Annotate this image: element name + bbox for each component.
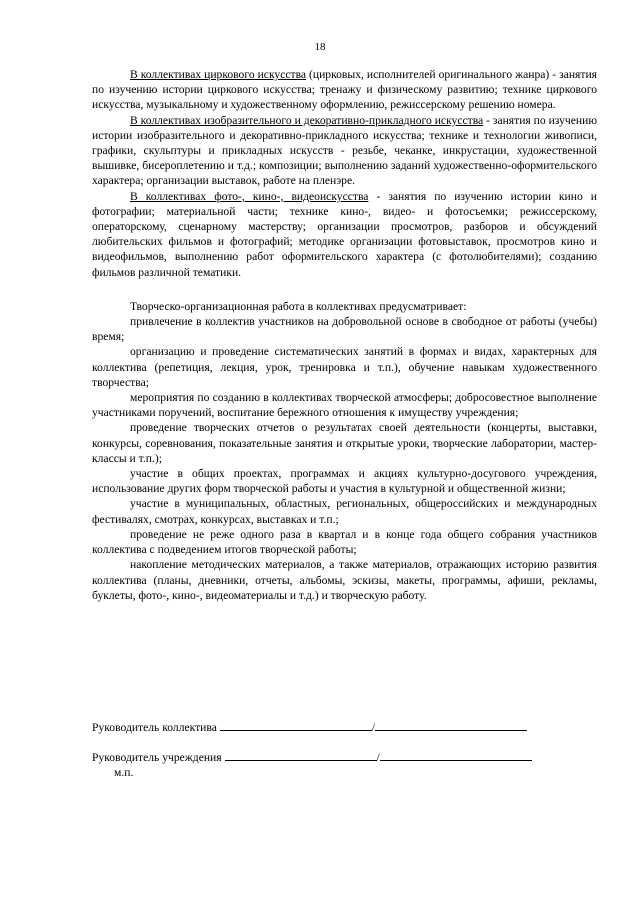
fine-arts-text: - занятия по изучению истории изобразительного и декоративно-прикладного искусства; технике и технологии живописи, графики, скульптуры и прикладных искусств - резьбе, чеканке, инкрустации, художественной вышивке, бисероплетению и т.д.; композиции; выполнению заданий художественно-оформительского характера; организации выставок, работе на пленэре.	[92, 113, 597, 188]
separator: /	[371, 721, 375, 734]
page-number: 18	[314, 41, 326, 53]
head-label: Руководитель учреждения	[92, 751, 222, 764]
stamp-place: м.п.	[114, 766, 134, 779]
head-name-line[interactable]	[380, 749, 532, 761]
work-item: проведение творческих отчетов о результатах своей деятельности (концерты, выставки, конкурсы, соревнования, показательные занятия и открытые уроки, творческие лаборатории, мастер-классы и т.п.);	[92, 421, 597, 465]
work-item: привлечение в коллектив участников на добровольной основе в свободное от работы (учебы) время;	[92, 315, 597, 344]
work-intro: Творческо-организационная работа в коллективах предусматривает:	[130, 299, 467, 313]
work-item: накопление методических материалов, а также материалов, отражающих историю развития коллектива (планы, дневники, отчеты, альбомы, эскизы, макеты, программы, афиши, рекламы, буклеты, фото-, кино-, видеоматериалы и т.д.) и творческую работу.	[92, 558, 597, 602]
photo-film-heading: В коллективах фото-, кино-, видеоискусства	[130, 189, 369, 203]
head-signature-row	[92, 749, 532, 765]
work-item: организацию и проведение систематических занятий в формах и видах, характерных для коллектива (репетиция, лекция, урок, тренировка и т.п.), обучение навыкам художественного творчества;	[92, 345, 597, 389]
paragraph-fine-arts	[92, 113, 597, 189]
head-signature-line[interactable]	[225, 749, 377, 761]
work-item: проведение не реже одного раза в квартал и в конце года общего собрания участников коллектива с подведением итогов творческой работы;	[92, 527, 597, 557]
circus-heading: В коллективах циркового искусства	[130, 68, 307, 81]
separator: /	[376, 751, 380, 764]
leader-label: Руководитель коллектива	[92, 721, 217, 734]
paragraph-photo-film	[92, 189, 597, 280]
leader-name-line[interactable]	[375, 719, 527, 731]
work-item: участие в муниципальных, областных, региональных, общероссийских и международных фестивалях, смотрах, конкурсах, выставках и т.п.;	[92, 497, 597, 526]
leader-signature-line[interactable]	[220, 719, 372, 731]
document-body	[92, 67, 597, 603]
paragraph-circus	[92, 67, 597, 113]
work-item: участие в общих проектах, программах и акциях культурно-досугового учреждения, использование других форм творческой работы и участия в культурной и общественной жизни;	[92, 467, 597, 496]
fine-arts-heading: В коллективах изобразительного и декоративно-прикладного искусства	[130, 113, 484, 127]
circus-text: (цирковых, исполнителей оригинального жанра) - занятия по изучению истории циркового искусства; тренажу и физическому развитию; технике циркового искусства, музыкальному и художественному оформлению, режиссерскому решению номера.	[92, 68, 597, 112]
work-item: мероприятия по созданию в коллективах творческой атмосферы; добросовестное выполнение участниками поручений, воспитание бережного отношения к имуществу учреждения;	[92, 391, 597, 420]
leader-signature-row	[92, 719, 527, 735]
photo-film-text: - занятия по изучению истории кино и фотографии; материальной части; технике кино-, видео- и фотосъемки; режиссерскому, операторскому, сценарному мастерству; организации просмотров, разборов и обсуждений любительских фильмов и фотографий; методике организации фотовыставок, просмотров кино и видеофильмов, выполнению работ оформительского характера (с фотолюбителями); созданию фильмов различной тематики.	[92, 189, 597, 279]
